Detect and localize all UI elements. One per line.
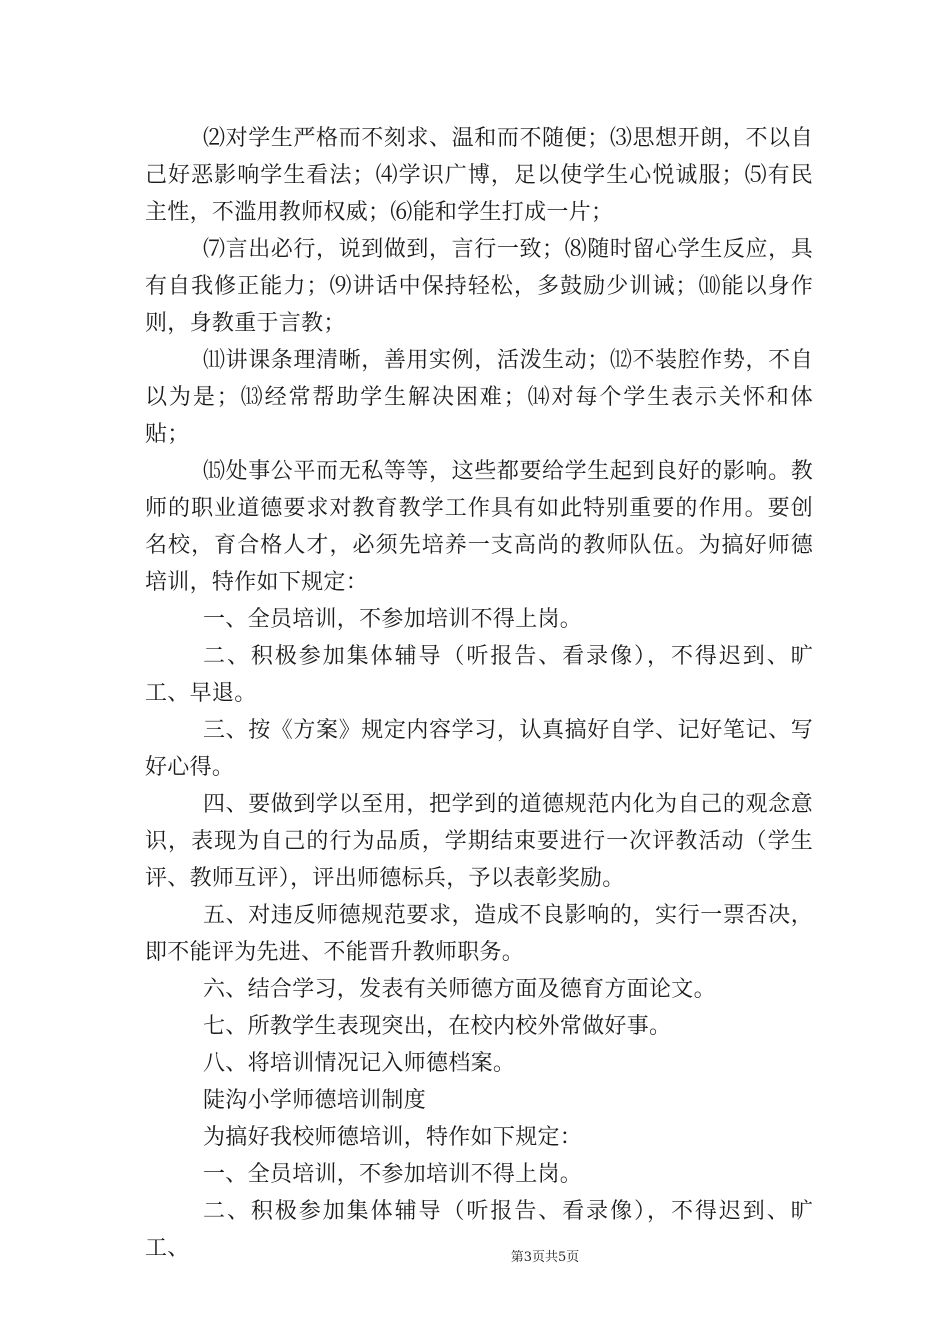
- page-number: 第3页共5页: [510, 1250, 580, 1265]
- paragraph: 一、全员培训，不参加培训不得上岗。: [203, 1162, 583, 1187]
- paragraph: ⒂处事公平而无私等等，这些都要给学生起到良好的影响。教师的职业道德要求对教育教学工作具有如此特别重要的作用。要创名校，育合格人才，必须先培养一支高尚的教师队伍。为搞好师德培训，特作如下规定：: [145, 459, 813, 595]
- paragraph: 五、对违反师德规范要求，造成不良影响的，实行一票否决，即不能评为先进、不能晋升教师职务。: [145, 903, 813, 965]
- section-title: 陡沟小学师德培训制度: [203, 1088, 427, 1113]
- paragraph: 为搞好我校师德培训，特作如下规定：: [203, 1125, 583, 1150]
- paragraph: ⑺言出必行，说到做到，言行一致；⑻随时留心学生反应，具有自我修正能力；⑼讲话中保持轻松，多鼓励少训诫；⑽能以身作则，身教重于言教；: [145, 237, 813, 336]
- paragraph: ⑵对学生严格而不刻求、温和而不随便；⑶思想开朗，不以自己好恶影响学生看法；⑷学识广博，足以使学生心悦诚服；⑸有民主性，不滥用教师权威；⑹能和学生打成一片；: [145, 126, 813, 225]
- paragraph: 四、要做到学以至用，把学到的道德规范内化为自己的观念意识，表现为自己的行为品质，学期结束要进行一次评教活动（学生评、教师互评），评出师德标兵，予以表彰奖励。: [145, 792, 813, 891]
- paragraph: ⑾讲课条理清晰，善用实例，活泼生动；⑿不装腔作势，不自以为是；⒀经常帮助学生解决困难；⒁对每个学生表示关怀和体贴；: [145, 348, 813, 447]
- document-body: [145, 120, 813, 1267]
- paragraph: 八、将培训情况记入师德档案。: [203, 1051, 516, 1076]
- paragraph: 三、按《方案》规定内容学习，认真搞好自学、记好笔记、写好心得。: [145, 718, 813, 780]
- paragraph: 一、全员培训，不参加培训不得上岗。: [203, 607, 583, 632]
- paragraph: 二、积极参加集体辅导（听报告、看录像），不得迟到、旷工、: [145, 1199, 813, 1261]
- paragraph: 二、积极参加集体辅导（听报告、看录像），不得迟到、旷工、早退。: [145, 644, 813, 706]
- paragraph: 七、所教学生表现突出，在校内校外常做好事。: [203, 1014, 672, 1039]
- paragraph: 六、结合学习，发表有关师德方面及德育方面论文。: [203, 977, 716, 1002]
